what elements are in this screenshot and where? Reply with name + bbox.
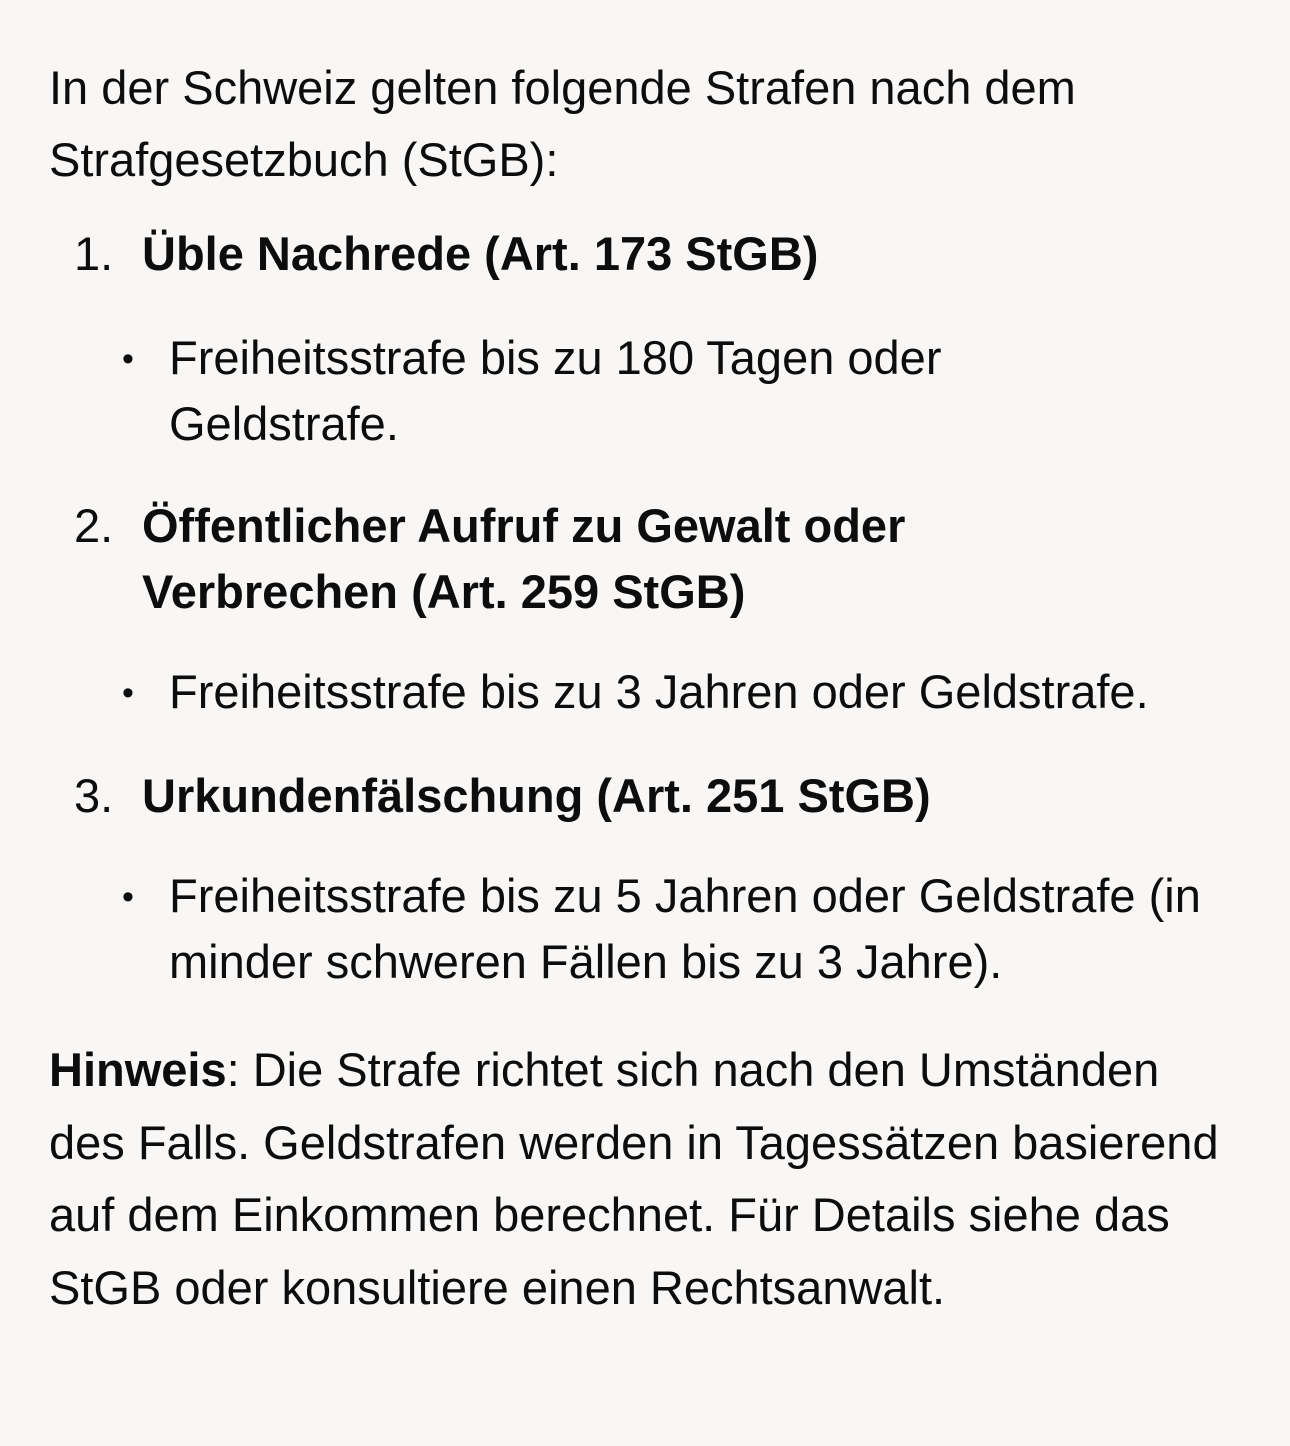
item-heading: Öffentlicher Aufruf zu Gewalt oder Verbrechen (Art. 259 StGB) xyxy=(142,499,906,618)
item-number: 1. xyxy=(74,227,114,280)
item-number: 2. xyxy=(74,499,114,552)
bullet-icon: • xyxy=(122,878,134,916)
item-heading: Urkundenfälschung (Art. 251 StGB) xyxy=(142,769,931,822)
bullet-icon: • xyxy=(122,674,134,712)
item-detail: Freiheitsstrafe bis zu 180 Tagen oder Geldstrafe. xyxy=(169,331,942,450)
note-paragraph xyxy=(49,1034,1239,1324)
intro-text: In der Schweiz gelten folgende Strafen nach dem Strafgesetzbuch (StGB): xyxy=(49,61,1076,186)
item-number: 3. xyxy=(74,769,114,822)
item-detail: Freiheitsstrafe bis zu 3 Jahren oder Geldstrafe. xyxy=(169,665,1149,718)
item-heading: Üble Nachrede (Art. 173 StGB) xyxy=(142,227,819,280)
note-text: : Die Strafe richtet sich nach den Umständen des Falls. Geldstrafen werden in Tagessätzen basierend auf dem Einkommen berechnet. Für Details siehe das StGB oder konsultiere einen Rechtsanwalt. xyxy=(49,1043,1219,1314)
bullet-icon: • xyxy=(122,340,134,378)
item-detail: Freiheitsstrafe bis zu 5 Jahren oder Geldstrafe (in minder schweren Fällen bis zu 3 Jahre). xyxy=(169,869,1201,988)
note-label: Hinweis xyxy=(49,1043,227,1096)
